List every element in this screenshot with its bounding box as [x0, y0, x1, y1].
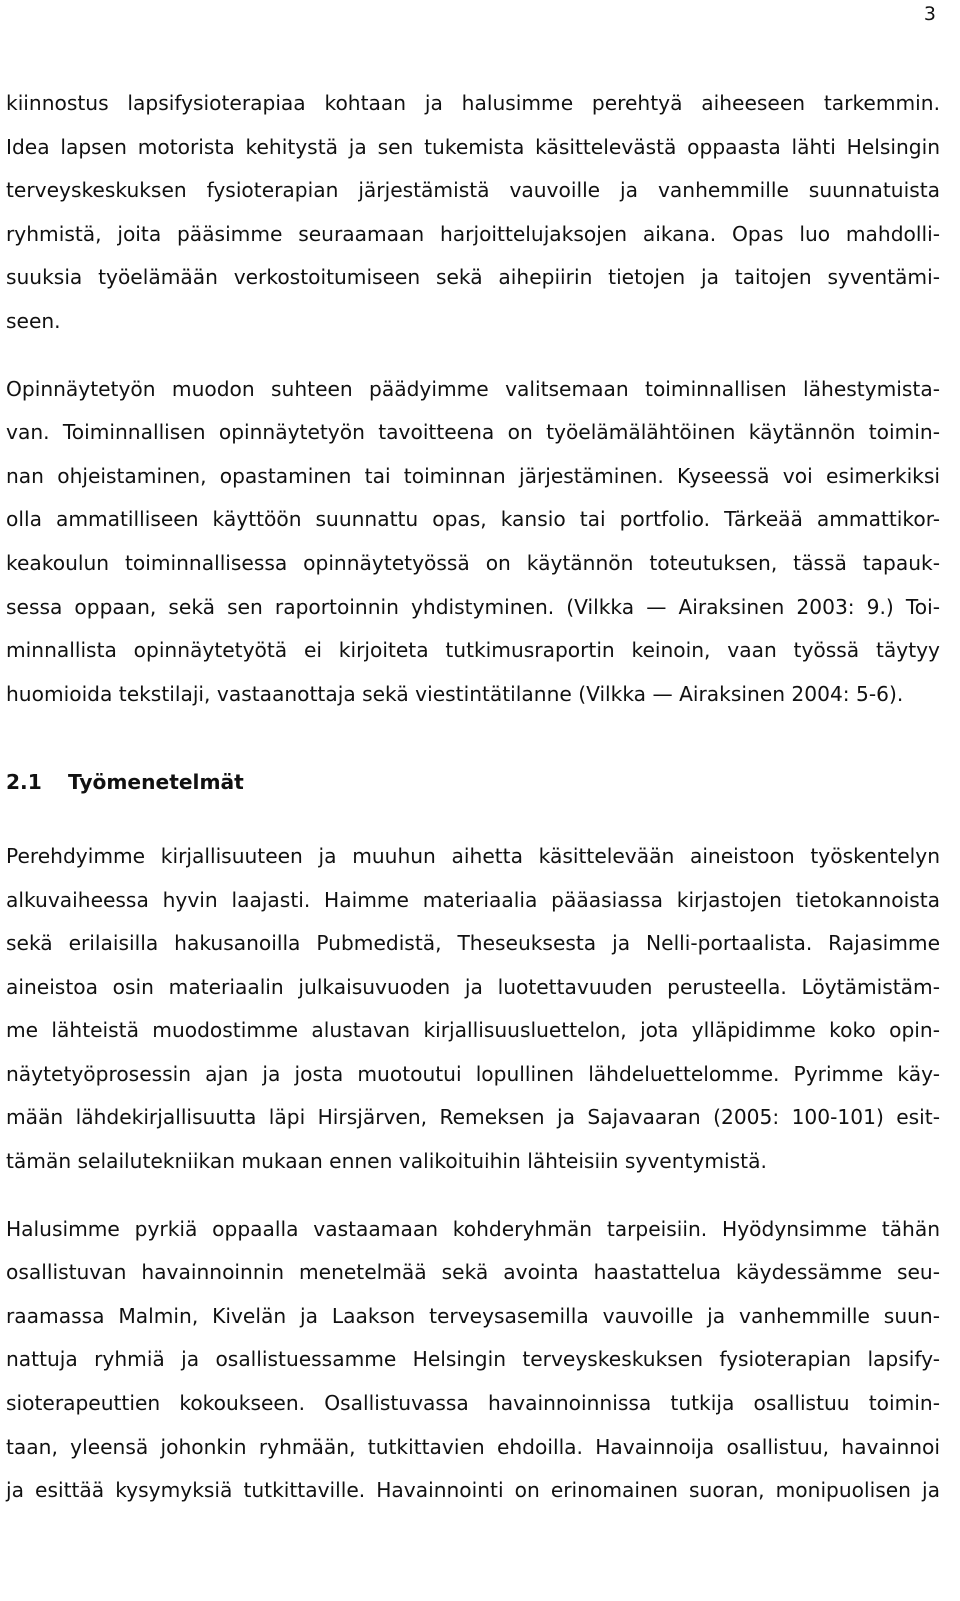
text-line: sekä erilaisilla hakusanoilla Pubmedistä, Theseuksesta ja Nelli-portaalista. Rajasimme — [6, 931, 940, 956]
text-line: alkuvaiheessa hyvin laajasti. Haimme materiaalia pääasiassa kirjastojen tietokannoista — [6, 887, 940, 912]
text-line: aineistoa osin materiaalin julkaisuvuoden ja luotettavuuden perusteella. Löytämistäm- — [6, 974, 940, 999]
text-line: nan ohjeistaminen, opastaminen tai toiminnan järjestäminen. Kyseessä voi esimerkiksi — [6, 463, 940, 488]
paragraph-thesis-form — [6, 368, 940, 717]
text-line: ryhmistä, joita pääsimme seuraamaan harjoittelujaksojen aikana. Opas luo mahdolli- — [6, 221, 940, 246]
text-line: nattuja ryhmiä ja osallistuessamme Helsingin terveyskeskuksen fysioterapian lapsify- — [6, 1347, 940, 1372]
text-line: huomioida tekstilaji, vastaanottaja sekä viestintätilanne (Vilkka — Airaksinen 2004: 5-6). — [6, 681, 904, 706]
paragraph-intro — [6, 82, 940, 344]
text-line: kiinnostus lapsifysioterapiaa kohtaan ja halusimme perehtyä aiheeseen tarkemmin. — [6, 91, 940, 115]
paragraph-observation — [6, 1208, 940, 1513]
text-line: seen. — [6, 308, 61, 333]
text-line: mään lähdekirjallisuutta läpi Hirsjärven, Remeksen ja Sajavaaran (2005: 100-101) esit- — [6, 1105, 940, 1130]
text-line: ja esittää kysymyksiä tutkittaville. Havainnointi on erinomainen suoran, monipuolisen ja — [6, 1478, 940, 1503]
text-line: van. Toiminnallisen opinnäytetyön tavoitteena on työelämälähtöinen käytännön toimin- — [6, 420, 940, 445]
text-line: Idea lapsen motorista kehitystä ja sen tukemista käsittelevästä oppaasta lähti Helsingin — [6, 134, 940, 159]
text-line: me lähteistä muodostimme alustavan kirjallisuusluettelon, jota ylläpidimme koko opin- — [6, 1018, 940, 1043]
section-heading — [6, 761, 940, 805]
section-number: 2.1 — [6, 770, 42, 795]
text-line: taan, yleensä johonkin ryhmään, tutkittavien ehdoilla. Havainnoija osallistuu, havainnoi — [6, 1434, 940, 1459]
text-line: osallistuvan havainnoinnin menetelmää sekä avointa haastattelua käydessämme seu- — [6, 1260, 940, 1285]
text-line: sessa oppaan, sekä sen raportoinnin yhdistyminen. (Vilkka — Airaksinen 2003: 9.) Toi- — [6, 594, 940, 619]
text-line: terveyskeskuksen fysioterapian järjestämistä vauvoille ja vanhemmille suunnatuista — [6, 178, 940, 203]
text-line: näytetyöprosessin ajan ja josta muotoutui lopullinen lähdeluettelomme. Pyrimme käy- — [6, 1061, 940, 1086]
document-body — [6, 82, 940, 1513]
text-line: raamassa Malmin, Kivelän ja Laakson terveysasemilla vauvoille ja vanhemmille suun- — [6, 1303, 940, 1328]
page-number: 3 — [923, 3, 936, 25]
section-title: Työmenetelmät — [68, 770, 244, 795]
text-line: olla ammatilliseen käyttöön suunnattu opas, kansio tai portfolio. Tärkeää ammattikor- — [6, 507, 940, 532]
text-line: Halusimme pyrkiä oppaalla vastaamaan kohderyhmän tarpeisiin. Hyödynsimme tähän — [6, 1216, 940, 1241]
text-line: keakoulun toiminnallisessa opinnäytetyössä on käytännön toteutuksen, tässä tapauk- — [6, 550, 940, 575]
text-line: Opinnäytetyön muodon suhteen päädyimme valitsemaan toiminnallisen lähestymista- — [6, 376, 940, 401]
text-line: tämän selailutekniikan mukaan ennen valikoituihin lähteisiin syventymistä. — [6, 1149, 767, 1174]
paragraph-methods — [6, 835, 940, 1184]
text-line: minnallista opinnäytetyötä ei kirjoiteta tutkimusraportin keinoin, vaan työssä täytyy — [6, 638, 940, 663]
text-line: suuksia työelämään verkostoitumiseen sekä aihepiirin tietojen ja taitojen syventämi- — [6, 265, 940, 290]
text-line: Perehdyimme kirjallisuuteen ja muuhun aihetta käsittelevään aineistoon työskentelyn — [6, 843, 940, 868]
text-line: sioterapeuttien kokoukseen. Osallistuvassa havainnoinnissa tutkija osallistuu toimin- — [6, 1391, 940, 1416]
